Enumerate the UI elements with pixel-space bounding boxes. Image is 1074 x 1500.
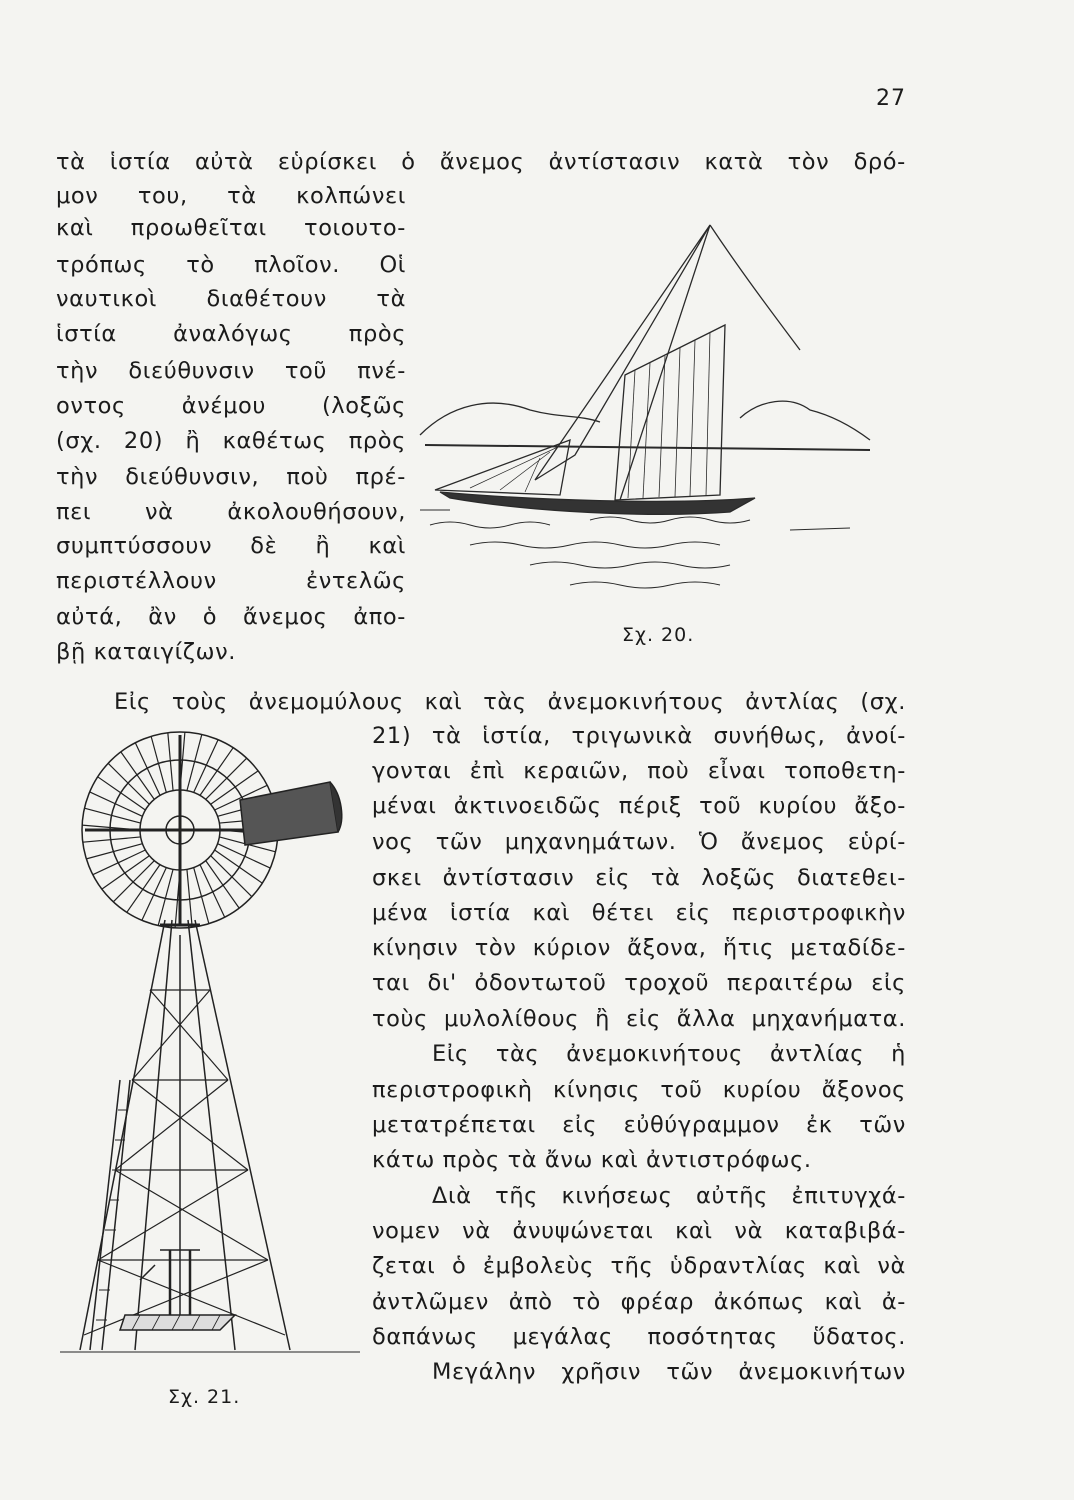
text-line: τοὺς μυλολίθους ἢ εἰς ἄλλα μηχανήματα.	[372, 1006, 906, 1032]
text-line: τὰ ἱστία αὐτὰ εὑρίσκει ὁ ἄνεμος ἀντίστασιν κατὰ τὸν δρό-	[56, 149, 906, 175]
text-line: μον του, τὰ κολπώνει	[56, 183, 406, 209]
text-line: ται δι' ὀδοντωτοῦ τροχοῦ περαιτέρω εἰς	[372, 970, 906, 996]
text-line: Διὰ τῆς κινήσεως αὐτῆς ἐπιτυγχά-	[432, 1183, 906, 1209]
text-line: ἀντλῶμεν ἀπὸ τὸ φρέαρ ἀκόπως καὶ ἀ-	[372, 1289, 906, 1315]
windmill-figure	[60, 720, 360, 1360]
text-line: περιστροφικὴ κίνησις τοῦ κυρίου ἄξονος	[372, 1077, 906, 1103]
text-line: μέναι ἀκτινοειδῶς πέριξ τοῦ κυρίου ἄξο-	[372, 793, 906, 819]
text-line: πει νὰ ἀκολουθήσουν,	[56, 499, 406, 525]
text-line: ζεται ὁ ἐμβολεὺς τῆς ὑδραντλίας καὶ νὰ	[372, 1253, 906, 1279]
text-line: νος τῶν μηχανημάτων. Ὁ ἄνεμος εὑρί-	[372, 829, 906, 855]
text-line: (σχ. 20) ἢ καθέτως πρὸς	[56, 428, 406, 454]
text-line: σκει ἀντίστασιν εἰς τὰ λοξῶς διατεθει-	[372, 865, 906, 891]
text-line: βῇ καταιγίζων.	[56, 639, 236, 665]
text-line: κίνησιν τὸν κύριον ἄξονα, ἥτις μεταδίδε-	[372, 935, 906, 961]
text-line: Εἰς τὰς ἀνεμοκινήτους ἀντλίας ἡ	[432, 1041, 906, 1067]
figure-20-caption: Σχ. 20.	[622, 624, 695, 646]
text-line: κάτω πρὸς τὰ ἄνω καὶ ἀντιστρόφως.	[372, 1147, 812, 1173]
text-line: συμπτύσσουν δὲ ἢ καὶ	[56, 533, 406, 559]
sailboat-figure	[410, 200, 890, 620]
text-line: περιστέλλουν ἐντελῶς	[56, 568, 406, 594]
text-line: Μεγάλην χρῆσιν τῶν ἀνεμοκινήτων	[432, 1359, 906, 1385]
text-line: μετατρέπεται εἰς εὐθύγραμμον ἐκ τῶν	[372, 1112, 906, 1138]
text-line: αὐτά, ἂν ὁ ἄνεμος ἀπο-	[56, 604, 406, 630]
text-line: 21) τὰ ἱστία, τριγωνικὰ συνήθως, ἀνοί-	[372, 723, 906, 749]
page-number: 27	[876, 86, 906, 111]
text-line: τρόπως τὸ πλοῖον. Οἱ	[56, 252, 406, 278]
text-line: τὴν διεύθυνσιν τοῦ πνέ-	[56, 358, 406, 384]
text-line: δαπάνως μεγάλας ποσότητας ὕδατος.	[372, 1324, 906, 1350]
text-line: μένα ἱστία καὶ θέτει εἰς περιστροφικὴν	[372, 900, 906, 926]
text-line: Εἰς τοὺς ἀνεμομύλους καὶ τὰς ἀνεμοκινήτους ἀντλίας (σχ.	[114, 689, 906, 715]
text-line: ἱστία ἀναλόγως πρὸς	[56, 321, 406, 347]
figure-21-caption: Σχ. 21.	[168, 1386, 241, 1408]
text-line: ναυτικοὶ διαθέτουν τὰ	[56, 286, 406, 312]
text-line: νομεν νὰ ἀνυψώνεται καὶ νὰ καταβιβά-	[372, 1218, 906, 1244]
text-line: γονται ἐπὶ κεραιῶν, ποὺ εἶναι τοποθετη-	[372, 758, 906, 784]
text-line: οντος ἀνέμου (λοξῶς	[56, 393, 406, 419]
text-line: τὴν διεύθυνσιν, ποὺ πρέ-	[56, 464, 406, 490]
text-line: καὶ προωθεῖται τοιουτο-	[56, 215, 406, 241]
